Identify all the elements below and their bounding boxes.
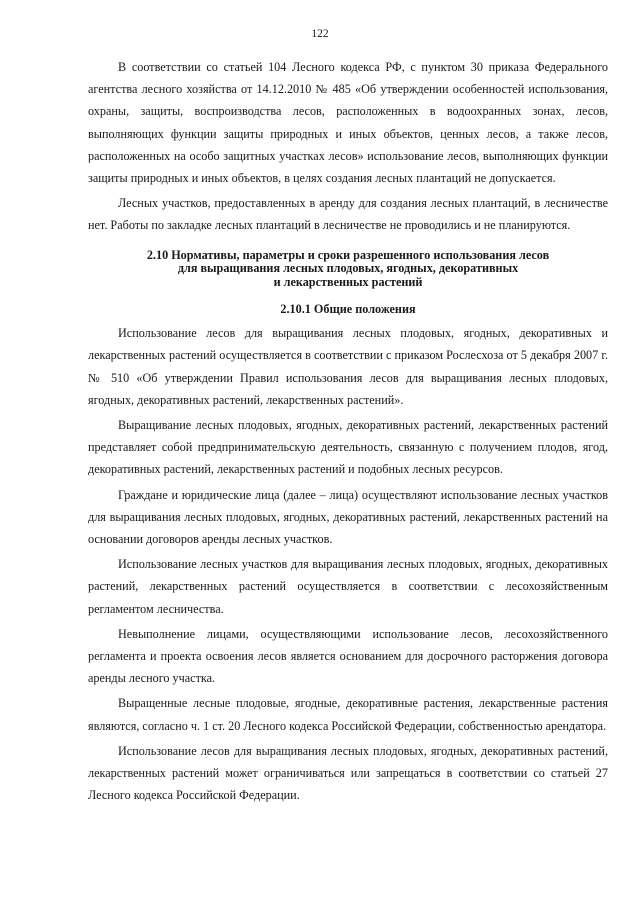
paragraph-2: Выращивание лесных плодовых, ягодных, декоративных растений, лекарственных растений представляет собой предпринимательскую деятельность, связанную с получением плодов, ягод, декоративных растений, лекарственных растений и подобных лесных ресурсов. bbox=[88, 417, 608, 477]
page-content bbox=[88, 56, 608, 809]
section-heading-line-2: для выращивания лесных плодовых, ягодных, декоративных bbox=[177, 261, 519, 276]
paragraph-3: Граждане и юридические лица (далее – лица) осуществляют использование лесных участков для выращивания лесных плодовых, ягодных, декоративных растений, лекарственных растений на основании договоров аренды лесных участков. bbox=[88, 487, 608, 546]
section-heading-line-1: 2.10 Нормативы, параметры и сроки разрешенного использования лесов bbox=[146, 247, 550, 262]
paragraph-intro-2: Лесных участков, предоставленных в аренду для создания лесных плантаций, в лесничестве нет. Работы по закладке лесных плантаций в лесничестве не проводились и не планируются. bbox=[88, 196, 608, 233]
page-number: 122 bbox=[311, 28, 329, 40]
paragraph-intro-1: В соответствии со статьей 104 Лесного кодекса РФ, с пунктом 30 приказа Федерального агентства лесного хозяйства от 14.12.2010 № 485 «Об утверждении особенностей использования, охраны, защиты, воспроизводства лесов, расположенных в водоохранных зонах, лесов, выполняющих функции защиты природных и иных объектов, ценных лесов, а также лесов, расположенных на особо защитных участках лесов» использование лесов, выполняющих функции защиты природных и иных объектов, в целях создания лесных плантаций не допускается. bbox=[88, 60, 608, 186]
subsection-heading: 2.10.1 Общие положения bbox=[280, 302, 416, 317]
paragraph-6: Выращенные лесные плодовые, ягодные, декоративные растения, лекарственные растения являются, согласно ч. 1 ст. 20 Лесного кодекса Российской Федерации, собственностью арендатора. bbox=[88, 696, 608, 733]
section-heading-line-3: и лекарственных растений bbox=[273, 274, 423, 289]
section-heading bbox=[88, 249, 608, 290]
paragraph-7: Использование лесов для выращивания лесных плодовых, ягодных, декоративных растений, лекарственных растений может ограничиваться или запрещаться в соответствии со статьей 27 Лесного кодекса Российской Федерации. bbox=[88, 743, 608, 803]
paragraph-5: Невыполнение лицами, осуществляющими использование лесов, лесохозяйственного регламента и проекта освоения лесов является основанием для досрочного расторжения договора аренды лесного участка. bbox=[88, 626, 608, 686]
paragraph-4: Использование лесных участков для выращивания лесных плодовых, ягодных, декоративных растений, лекарственных растений осуществляется в соответствии с лесохозяйственным регламентом лесничества. bbox=[88, 557, 608, 616]
paragraph-1: Использование лесов для выращивания лесных плодовых, ягодных, декоративных и лекарственных растений осуществляется в соответствии с приказом Рослесхоза от 5 декабря 2007 г. № 510 «Об утверждении Правил использования лесов для выращивания лесных плодовых, ягодных, декоративных растений, лекарственных растений». bbox=[88, 326, 608, 407]
